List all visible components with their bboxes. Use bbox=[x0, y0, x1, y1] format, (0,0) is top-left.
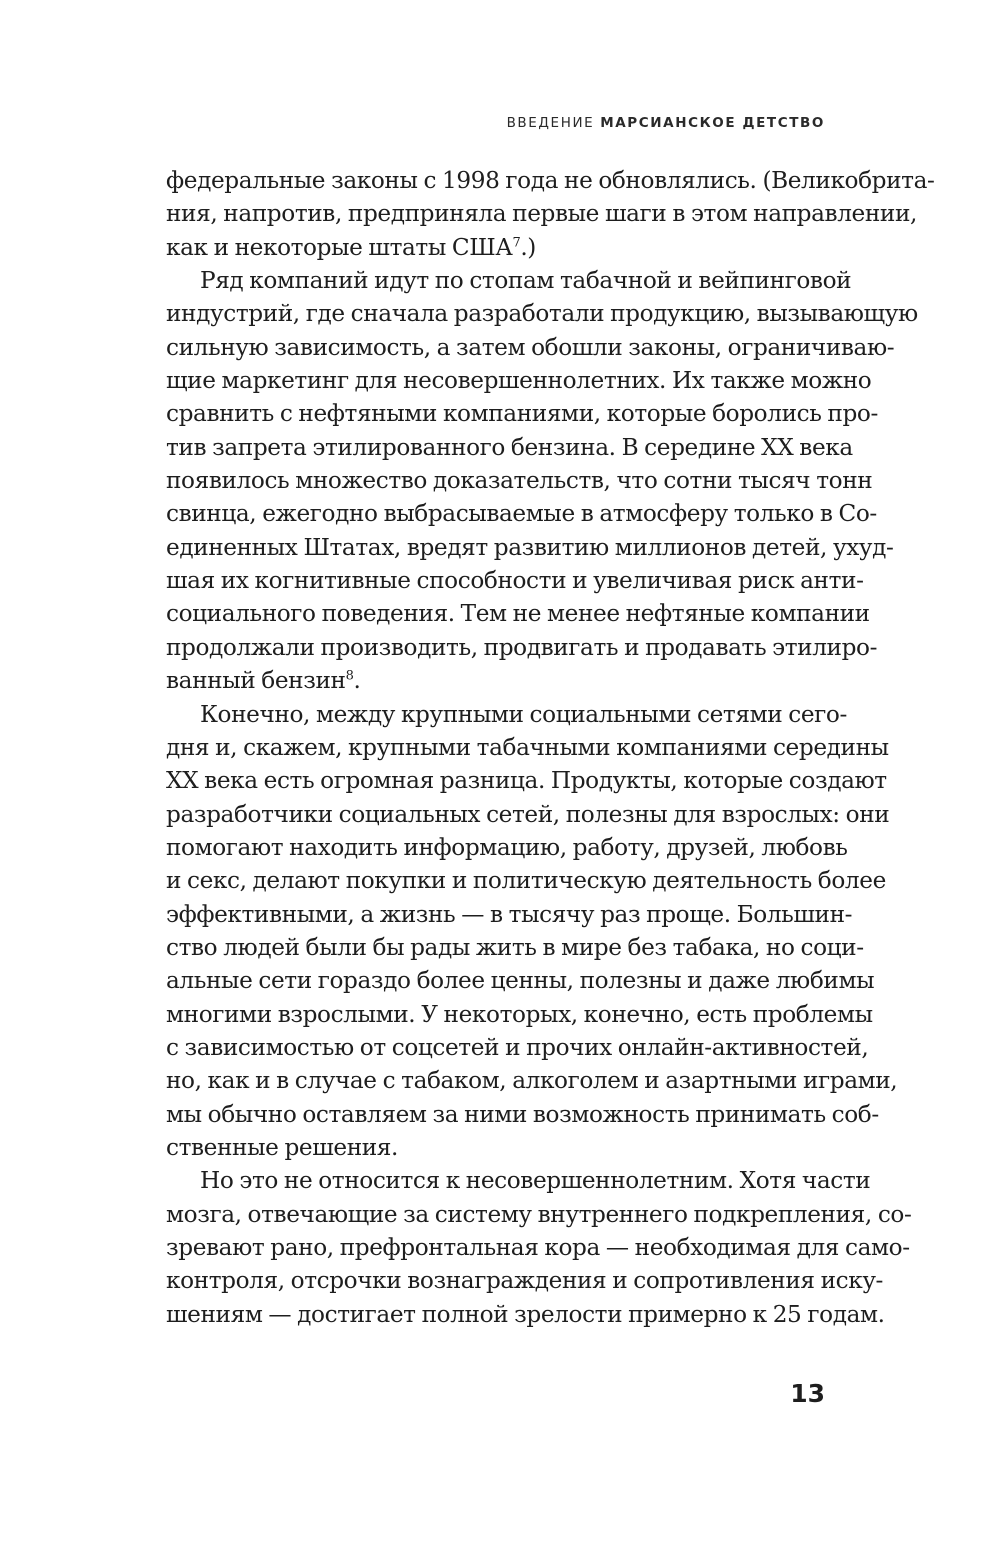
text-line bbox=[166, 497, 877, 530]
text-line bbox=[166, 764, 887, 797]
text-line bbox=[166, 898, 853, 931]
text-line bbox=[166, 431, 853, 464]
text-line bbox=[166, 364, 872, 397]
text-line bbox=[166, 597, 870, 630]
text-fragment: ство людей были бы рады жить в мире без табака, но соци- bbox=[166, 933, 864, 961]
text-line bbox=[166, 931, 864, 964]
paragraph bbox=[166, 164, 935, 264]
paragraph bbox=[166, 264, 918, 697]
text-fragment: помогают находить информацию, работу, друзей, любовь bbox=[166, 833, 848, 861]
text-fragment: и секс, делают покупки и политическую деятельность более bbox=[166, 867, 886, 895]
text-fragment: контроля, отсрочки вознаграждения и сопротивления иску- bbox=[166, 1267, 883, 1295]
text-line bbox=[166, 964, 875, 997]
text-fragment: сравнить с нефтяными компаниями, которые боролись про- bbox=[166, 400, 878, 428]
text-line bbox=[166, 564, 864, 597]
text-fragment: ния, напротив, предприняла первые шаги в этом направлении, bbox=[166, 200, 917, 228]
text-fragment: альные сети гораздо более ценны, полезны и даже любимы bbox=[166, 967, 875, 995]
text-fragment: с зависимостью от соцсетей и прочих онлайн-активностей, bbox=[166, 1033, 869, 1061]
text-line bbox=[166, 397, 878, 430]
page-number: 13 bbox=[790, 1379, 825, 1408]
text-line bbox=[166, 264, 852, 297]
text-line bbox=[166, 464, 873, 497]
text-fragment: но, как и в случае с табаком, алкоголем и азартными играми, bbox=[166, 1067, 898, 1095]
text-fragment: сильную зависимость, а затем обошли законы, ограничиваю- bbox=[166, 333, 895, 361]
text-fragment: федеральные законы с 1998 года не обновлялись. (Великобрита- bbox=[166, 167, 935, 194]
text-line bbox=[166, 731, 889, 764]
body-text bbox=[166, 164, 935, 1331]
chapter-title: МАРСИАНСКОЕ ДЕТСТВО bbox=[600, 115, 825, 131]
text-fragment: . bbox=[353, 667, 361, 695]
text-fragment: .) bbox=[520, 233, 536, 261]
text-fragment: многими взрослыми. У некоторых, конечно, есть проблемы bbox=[166, 1000, 873, 1028]
text-line bbox=[166, 331, 895, 364]
text-line bbox=[166, 698, 847, 731]
footnote-ref: 7 bbox=[512, 234, 521, 250]
text-fragment: шениям — достигает полной зрелости примерно к 25 годам. bbox=[166, 1300, 885, 1328]
text-line bbox=[166, 1298, 885, 1331]
text-fragment: ственные решения. bbox=[166, 1133, 399, 1161]
text-fragment: ванный бензин bbox=[166, 667, 346, 695]
text-fragment: зревают рано, префронтальная кора — необходимая для само- bbox=[166, 1234, 910, 1261]
text-line bbox=[166, 631, 878, 664]
text-fragment: появилось множество доказательств, что сотни тысяч тонн bbox=[166, 467, 873, 495]
text-fragment: Конечно, между крупными социальными сетями сего- bbox=[200, 700, 847, 728]
text-fragment: свинца, ежегодно выбрасываемые в атмосферу только в Со- bbox=[166, 500, 877, 528]
section-label: ВВЕДЕНИЕ bbox=[506, 115, 595, 131]
text-line bbox=[166, 1198, 912, 1231]
text-fragment: индустрий, где сначала разработали продукцию, вызывающую bbox=[166, 300, 918, 328]
paragraph bbox=[166, 1164, 912, 1331]
text-line bbox=[166, 231, 826, 264]
text-fragment: шая их когнитивные способности и увеличивая риск анти- bbox=[166, 567, 864, 595]
text-fragment: эффективными, а жизнь — в тысячу раз проще. Большин- bbox=[166, 900, 853, 928]
text-line bbox=[166, 297, 918, 330]
footnote-ref: 8 bbox=[345, 668, 354, 684]
text-fragment: разработчики социальных сетей, полезны для взрослых: они bbox=[166, 800, 890, 828]
text-fragment: мозга, отвечающие за систему внутреннего подкрепления, со- bbox=[166, 1200, 912, 1228]
text-fragment: продолжали производить, продвигать и продавать этилиро- bbox=[166, 633, 878, 661]
text-fragment: единенных Штатах, вредят развитию миллионов детей, ухуд- bbox=[166, 533, 894, 561]
text-fragment: социального поведения. Тем не менее нефтяные компании bbox=[166, 600, 870, 628]
text-line bbox=[166, 798, 890, 831]
text-line bbox=[166, 1031, 869, 1064]
text-line bbox=[166, 998, 873, 1031]
running-header bbox=[507, 115, 825, 131]
text-line bbox=[166, 1098, 879, 1131]
text-line bbox=[166, 1131, 826, 1164]
text-line bbox=[166, 1164, 871, 1197]
text-fragment: мы обычно оставляем за ними возможность принимать соб- bbox=[166, 1100, 879, 1128]
text-fragment: Но это не относится к несовершеннолетним. Хотя части bbox=[200, 1167, 871, 1195]
text-line bbox=[166, 197, 917, 230]
text-line bbox=[166, 1231, 910, 1264]
text-fragment: тив запрета этилированного бензина. В середине XX века bbox=[166, 433, 853, 461]
text-fragment: как и некоторые штаты США bbox=[166, 233, 513, 261]
text-line bbox=[166, 831, 848, 864]
text-fragment: Ряд компаний идут по стопам табачной и вейпинговой bbox=[200, 267, 852, 295]
text-line bbox=[166, 531, 894, 564]
text-fragment: XX века есть огромная разница. Продукты, которые создают bbox=[166, 767, 887, 795]
text-fragment: щие маркетинг для несовершеннолетних. Их также можно bbox=[166, 367, 872, 395]
text-line bbox=[166, 164, 935, 197]
text-line bbox=[166, 1264, 883, 1297]
text-fragment: дня и, скажем, крупными табачными компаниями середины bbox=[166, 733, 889, 761]
text-line bbox=[166, 664, 826, 697]
text-line bbox=[166, 864, 886, 897]
paragraph bbox=[166, 698, 898, 1165]
text-line bbox=[166, 1064, 898, 1097]
